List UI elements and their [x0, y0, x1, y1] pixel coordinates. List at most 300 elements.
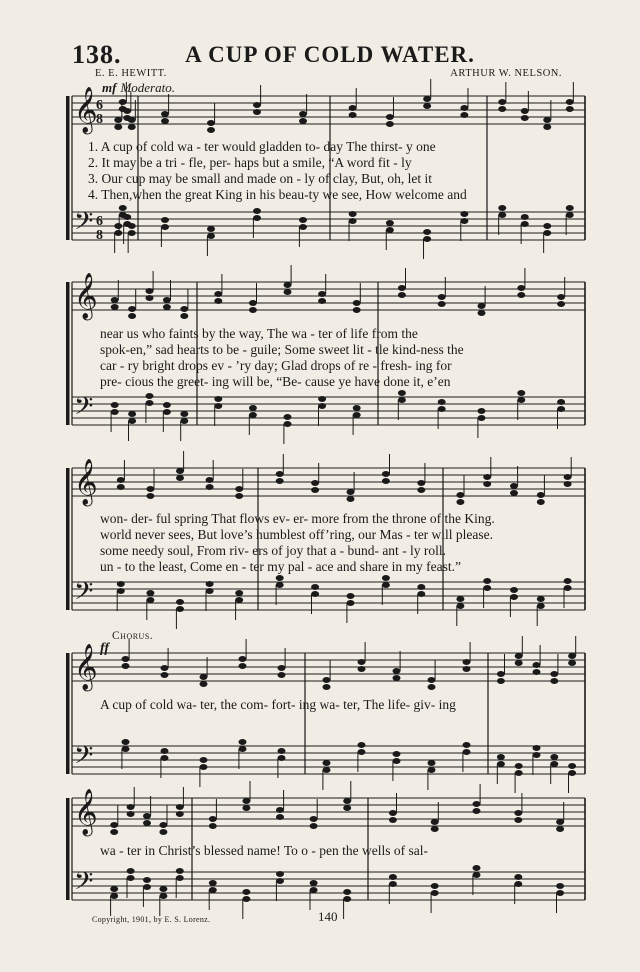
note-head — [114, 117, 122, 123]
note-head — [517, 285, 525, 291]
note-head — [119, 205, 127, 211]
note-head — [206, 588, 214, 594]
bass-clef: 𝄢 — [74, 867, 94, 902]
note-head — [278, 748, 286, 754]
note-head — [176, 875, 184, 881]
note-head — [128, 411, 136, 417]
note-head — [347, 593, 355, 599]
note-head — [146, 590, 154, 596]
note-head — [163, 297, 171, 303]
note-head — [143, 820, 151, 826]
note-head — [209, 880, 217, 886]
note-head — [386, 114, 394, 120]
note-head — [460, 218, 468, 224]
note-head — [423, 236, 431, 242]
note-head — [349, 218, 357, 224]
note-head — [417, 480, 425, 486]
note-head — [127, 811, 135, 817]
treble-clef: 𝄞 — [74, 644, 98, 690]
note-head — [510, 594, 518, 600]
note-head — [114, 230, 122, 236]
note-head — [343, 805, 351, 811]
note-head — [358, 659, 366, 665]
note-head — [114, 223, 122, 229]
note-head — [428, 677, 436, 683]
verse-2-line-3: world never sees, But love’s humblest off’ring, our Mas - ter will please. — [100, 527, 494, 542]
note-head — [517, 390, 525, 396]
verse-4-line-2: pre- cious the greet- ing will be, “Be- cause ye have done it, e’en — [100, 374, 451, 389]
note-head — [483, 585, 491, 591]
note-head — [111, 402, 119, 408]
note-head — [438, 399, 446, 405]
time-signature: 8 — [96, 228, 103, 243]
note-head — [122, 656, 130, 662]
note-head — [176, 606, 184, 612]
note-head — [431, 826, 439, 832]
note-head — [122, 746, 130, 752]
note-head — [161, 111, 169, 117]
note-head — [566, 99, 574, 105]
note-head — [310, 823, 318, 829]
note-head — [463, 749, 471, 755]
note-head — [438, 301, 446, 307]
note-head — [393, 751, 401, 757]
note-head — [498, 106, 506, 112]
verse-2-line-2: spok-en,” sad hearts to be - guile; Some sweet lit - tle kind-ness the — [100, 342, 464, 357]
note-head — [249, 300, 257, 306]
note-head — [473, 865, 481, 871]
note-head — [159, 822, 167, 828]
note-head — [460, 112, 468, 118]
note-head — [510, 490, 518, 496]
note-head — [318, 298, 326, 304]
note-head — [510, 483, 518, 489]
system-bracket — [66, 798, 70, 900]
note-head — [423, 229, 431, 235]
note-head — [127, 868, 135, 874]
note-head — [159, 893, 167, 899]
note-head — [564, 585, 572, 591]
note-head — [358, 666, 366, 672]
note-head — [299, 118, 307, 124]
note-head — [398, 292, 406, 298]
note-head — [249, 405, 257, 411]
note-head — [311, 487, 319, 493]
note-head — [163, 304, 171, 310]
note-head — [566, 106, 574, 112]
note-head — [161, 672, 169, 678]
note-head — [514, 810, 522, 816]
note-head — [343, 896, 351, 902]
verse-4-line-3: un - to the least, Come en - ter my pal - ace and share in my feast.” — [100, 559, 461, 574]
note-head — [117, 484, 125, 490]
note-head — [473, 872, 481, 878]
note-head — [566, 205, 574, 211]
note-head — [310, 880, 318, 886]
note-head — [557, 301, 565, 307]
note-head — [343, 798, 351, 804]
treble-clef: 𝄞 — [74, 459, 98, 505]
note-head — [318, 291, 326, 297]
note-head — [214, 298, 222, 304]
copyright-notice: Copyright, 1901, by E. S. Lorenz. — [92, 915, 211, 924]
note-head — [428, 760, 436, 766]
note-head — [127, 804, 135, 810]
note-head — [128, 117, 136, 123]
note-head — [128, 124, 136, 130]
note-head — [214, 396, 222, 402]
system-bracket — [66, 96, 70, 240]
note-head — [353, 300, 361, 306]
time-signature: 8 — [96, 112, 103, 127]
note-head — [161, 217, 169, 223]
note-head — [176, 475, 184, 481]
note-head — [180, 306, 188, 312]
hymn-number: 138. — [72, 40, 122, 69]
note-head — [483, 474, 491, 480]
note-head — [128, 223, 136, 229]
note-head — [556, 890, 564, 896]
note-head — [111, 297, 119, 303]
note-head — [200, 674, 208, 680]
note-head — [386, 220, 394, 226]
verse-1-line-1: 1. A cup of cold wa - ter would gladden to- day The thirst- y one — [88, 139, 436, 154]
note-head — [514, 881, 522, 887]
note-head — [358, 742, 366, 748]
note-head — [521, 221, 529, 227]
verse-1-line-2: near us who faints by the way, The wa - ter of life from the — [100, 326, 418, 341]
note-head — [456, 499, 464, 505]
note-head — [460, 211, 468, 217]
note-head — [239, 663, 247, 669]
note-head — [537, 499, 545, 505]
note-head — [515, 653, 523, 659]
note-head — [398, 285, 406, 291]
note-head — [556, 883, 564, 889]
note-head — [299, 111, 307, 117]
note-head — [428, 684, 436, 690]
note-head — [557, 399, 565, 405]
note-head — [249, 307, 257, 313]
note-head — [323, 684, 331, 690]
note-head — [200, 764, 208, 770]
note-head — [386, 227, 394, 233]
note-head — [253, 109, 261, 115]
note-head — [510, 587, 518, 593]
note-head — [176, 599, 184, 605]
note-head — [242, 896, 250, 902]
note-head — [323, 767, 331, 773]
note-head — [498, 212, 506, 218]
note-head — [176, 804, 184, 810]
note-head — [353, 412, 361, 418]
note-head — [117, 581, 125, 587]
note-head — [146, 295, 154, 301]
note-head — [393, 668, 401, 674]
note-head — [515, 770, 523, 776]
note-head — [473, 808, 481, 814]
note-head — [111, 409, 119, 415]
note-head — [498, 205, 506, 211]
note-head — [284, 282, 292, 288]
composer: ARTHUR W. NELSON. — [450, 68, 562, 79]
lyricist: E. E. HEWITT. — [95, 68, 167, 79]
note-head — [239, 739, 247, 745]
note-head — [393, 758, 401, 764]
note-head — [117, 477, 125, 483]
note-head — [349, 105, 357, 111]
note-head — [214, 403, 222, 409]
note-head — [323, 760, 331, 766]
note-head — [438, 406, 446, 412]
note-head — [389, 881, 397, 887]
note-head — [382, 478, 390, 484]
note-head — [123, 214, 131, 220]
time-signature: 6 — [96, 214, 103, 229]
note-head — [417, 584, 425, 590]
note-head — [393, 675, 401, 681]
verse-1-line-3: won- der- ful spring That flows ev- er- more from the throne of the King. — [100, 511, 495, 526]
note-head — [497, 671, 505, 677]
note-head — [517, 292, 525, 298]
note-head — [161, 224, 169, 230]
note-head — [200, 757, 208, 763]
note-head — [423, 96, 431, 102]
note-head — [556, 826, 564, 832]
note-head — [428, 767, 436, 773]
note-head — [517, 397, 525, 403]
note-head — [460, 105, 468, 111]
note-head — [568, 660, 576, 666]
note-head — [478, 310, 486, 316]
note-head — [537, 596, 545, 602]
note-head — [463, 742, 471, 748]
note-head — [431, 890, 439, 896]
note-head — [161, 755, 169, 761]
note-head — [568, 770, 576, 776]
note-head — [276, 471, 284, 477]
note-head — [456, 603, 464, 609]
note-head — [515, 763, 523, 769]
note-head — [386, 121, 394, 127]
bass-clef: 𝄢 — [74, 392, 94, 427]
note-head — [159, 829, 167, 835]
note-head — [398, 390, 406, 396]
hymn-title: A CUP OF COLD WATER. — [185, 42, 475, 67]
note-head — [235, 493, 243, 499]
note-head — [521, 214, 529, 220]
note-head — [564, 481, 572, 487]
note-head — [431, 883, 439, 889]
note-head — [318, 396, 326, 402]
note-head — [478, 303, 486, 309]
note-head — [353, 405, 361, 411]
note-head — [176, 468, 184, 474]
note-head — [161, 665, 169, 671]
note-head — [311, 480, 319, 486]
note-head — [473, 801, 481, 807]
note-head — [110, 829, 118, 835]
note-head — [111, 304, 119, 310]
note-head — [311, 584, 319, 590]
note-head — [564, 578, 572, 584]
note-head — [398, 397, 406, 403]
note-head — [242, 805, 250, 811]
note-head — [242, 889, 250, 895]
dynamic-mf: mf — [102, 80, 117, 95]
note-head — [514, 874, 522, 880]
note-head — [497, 754, 505, 760]
note-head — [214, 291, 222, 297]
note-head — [209, 823, 217, 829]
note-head — [127, 875, 135, 881]
note-head — [122, 739, 130, 745]
note-head — [310, 887, 318, 893]
note-head — [180, 411, 188, 417]
note-head — [323, 677, 331, 683]
verse-3-line-3: some needy soul, From riv- ers of joy that a - bund- ant - ly roll. — [100, 543, 447, 558]
note-head — [284, 289, 292, 295]
note-head — [200, 681, 208, 687]
note-head — [310, 816, 318, 822]
note-head — [353, 307, 361, 313]
note-head — [146, 393, 154, 399]
note-head — [438, 294, 446, 300]
note-head — [497, 678, 505, 684]
note-head — [235, 486, 243, 492]
note-head — [537, 492, 545, 498]
note-head — [242, 798, 250, 804]
verse-4-line-1: 4. Then,when the great King in his beau-ty we see, How welcome and — [88, 187, 467, 202]
note-head — [543, 124, 551, 130]
note-head — [278, 755, 286, 761]
note-head — [347, 600, 355, 606]
note-head — [278, 672, 286, 678]
note-head — [239, 656, 247, 662]
note-head — [122, 663, 130, 669]
note-head — [498, 99, 506, 105]
note-head — [564, 474, 572, 480]
note-head — [284, 421, 292, 427]
note-head — [276, 582, 284, 588]
note-head — [128, 418, 136, 424]
bass-clef: 𝄢 — [74, 577, 94, 612]
note-head — [207, 120, 215, 126]
note-head — [358, 749, 366, 755]
note-head — [311, 591, 319, 597]
note-head — [568, 763, 576, 769]
note-head — [143, 884, 151, 890]
note-head — [299, 224, 307, 230]
note-head — [431, 819, 439, 825]
note-head — [318, 403, 326, 409]
note-head — [180, 418, 188, 424]
note-head — [276, 871, 284, 877]
note-head — [514, 817, 522, 823]
note-head — [253, 208, 261, 214]
note-head — [497, 761, 505, 767]
note-head — [276, 478, 284, 484]
note-head — [521, 115, 529, 121]
note-head — [128, 306, 136, 312]
note-head — [146, 288, 154, 294]
page-number: 140 — [318, 909, 338, 924]
note-head — [209, 887, 217, 893]
note-head — [146, 597, 154, 603]
note-head — [543, 117, 551, 123]
note-head — [207, 226, 215, 232]
note-head — [117, 588, 125, 594]
treble-clef: 𝄞 — [74, 273, 98, 319]
note-head — [349, 211, 357, 217]
treble-clef: 𝄞 — [74, 789, 98, 835]
note-head — [110, 822, 118, 828]
note-head — [533, 745, 541, 751]
note-head — [389, 874, 397, 880]
note-head — [161, 748, 169, 754]
bass-clef: 𝄢 — [74, 207, 94, 242]
note-head — [347, 496, 355, 502]
note-head — [143, 877, 151, 883]
note-head — [276, 814, 284, 820]
note-head — [382, 575, 390, 581]
note-head — [521, 108, 529, 114]
note-head — [463, 666, 471, 672]
note-head — [146, 400, 154, 406]
note-head — [533, 669, 541, 675]
note-head — [550, 754, 558, 760]
note-head — [276, 807, 284, 813]
note-head — [533, 662, 541, 668]
note-head — [417, 487, 425, 493]
note-head — [347, 489, 355, 495]
note-head — [161, 118, 169, 124]
note-head — [483, 481, 491, 487]
note-head — [176, 811, 184, 817]
note-head — [550, 671, 558, 677]
note-head — [235, 590, 243, 596]
note-head — [235, 597, 243, 603]
note-head — [207, 233, 215, 239]
system-bracket — [66, 468, 70, 610]
note-head — [389, 810, 397, 816]
chorus-line-2: wa - ter in Christ’s blessed name! To o - pen the wells of sal- — [100, 843, 428, 858]
chorus-line-1: A cup of cold wa- ter, the com- fort- ing wa- ter, The life- giv- ing — [100, 697, 456, 712]
note-head — [209, 816, 217, 822]
note-head — [278, 665, 286, 671]
note-head — [543, 223, 551, 229]
treble-clef: 𝄞 — [74, 87, 98, 133]
note-head — [119, 99, 127, 105]
note-head — [180, 313, 188, 319]
note-head — [550, 761, 558, 767]
note-head — [299, 217, 307, 223]
dynamic-ff: ff — [100, 641, 110, 656]
note-head — [389, 817, 397, 823]
note-head — [163, 402, 171, 408]
note-head — [557, 406, 565, 412]
note-head — [515, 660, 523, 666]
verse-3-line-1: 3. Our cup may be small and made on - ly of clay, But, oh, let it — [88, 171, 433, 186]
note-head — [382, 582, 390, 588]
note-head — [249, 412, 257, 418]
note-head — [478, 408, 486, 414]
note-head — [206, 484, 214, 490]
verse-3-line-2: car - ry bright drops ev - ’ry day; Glad drops of re - fresh- ing for — [100, 358, 452, 373]
system-bracket — [66, 282, 70, 425]
note-head — [253, 215, 261, 221]
note-head — [463, 659, 471, 665]
